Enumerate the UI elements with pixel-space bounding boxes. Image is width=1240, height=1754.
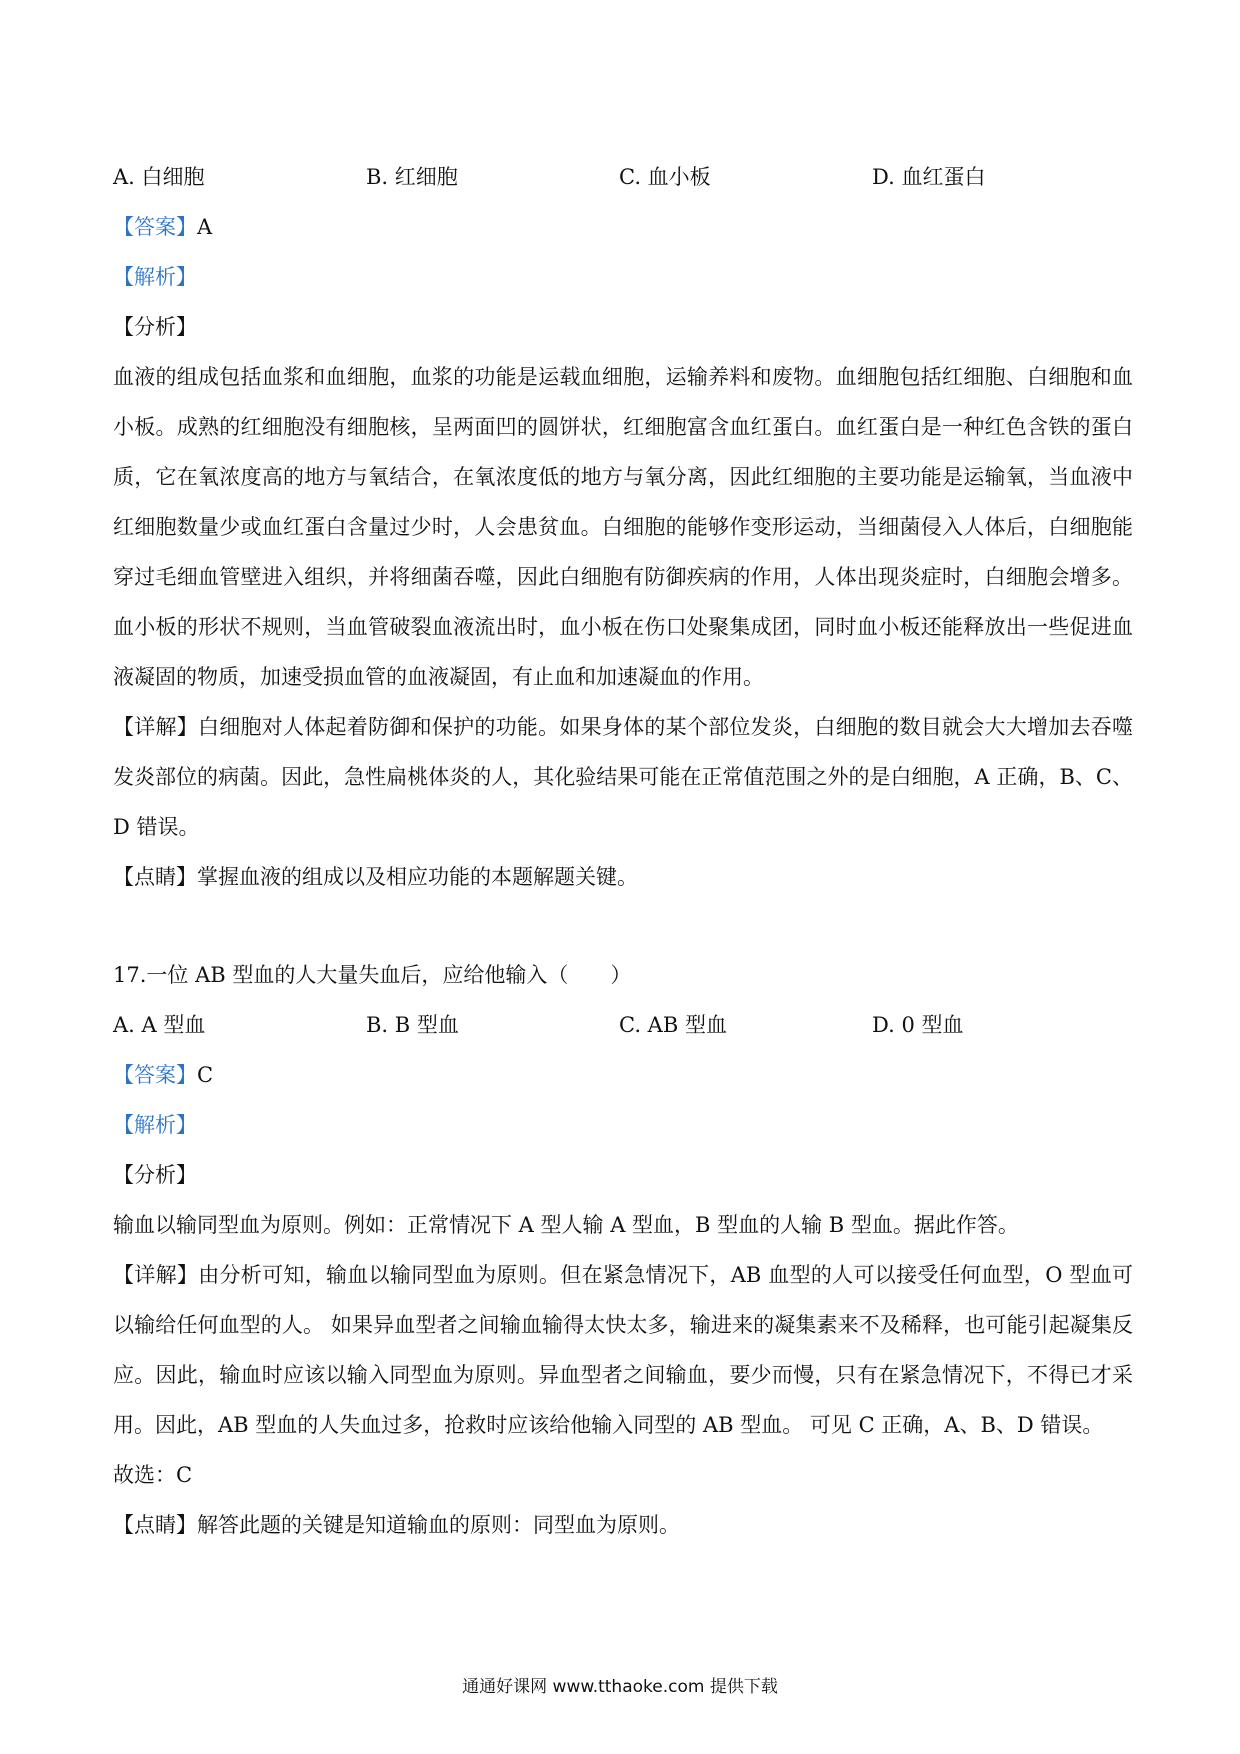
q17-option-b: B. B 型血 <box>366 1013 459 1037</box>
q17-options <box>113 1000 1133 1050</box>
q16-analysis: 血液的组成包括血浆和血细胞，血浆的功能是运载血细胞，运输养料和废物。血细胞包括红细胞、白细胞和血小板。成熟的红细胞没有细胞核，呈两面凹的圆饼状，红细胞富含血红蛋白。血红蛋白是一种红色含铁的蛋白质，它在氧浓度高的地方与氧结合，在氧浓度低的地方与氧分离，因此红细胞的主要功能是运输氧，当血液中红细胞数量少或血红蛋白含量过少时，人会患贫血。白细胞的能够作变形运动，当细菌侵入人体后，白细胞能穿过毛细血管壁进入组织，并将细菌吞噬，因此白细胞有防御疾病的作用，人体出现炎症时，白细胞会增多。血小板的形状不规则，当血管破裂血液流出时，血小板在伤口处聚集成团，同时血小板还能释放出一些促进血液凝固的物质，加速受损血管的血液凝固，有止血和加速凝血的作用。 <box>113 365 1133 689</box>
q17-dianjing: 【点睛】解答此题的关键是知道输血的原则：同型血为原则。 <box>113 1513 680 1537</box>
q16-option-c: C. 血小板 <box>619 165 711 189</box>
q16-answer-line <box>113 202 1133 252</box>
q16-dianjing: 【点睛】掌握血液的组成以及相应功能的本题解题关键。 <box>113 865 638 889</box>
q16-detail: 【详解】白细胞对人体起着防御和保护的功能。如果身体的某个部位发炎，白细胞的数目就会大大增加去吞噬发炎部位的病菌。因此，急性扁桃体炎的人，其化验结果可能在正常值范围之外的是白细胞，A 正确，B、C、D 错误。 <box>113 715 1133 839</box>
q17-jiexi-heading: 【解析】 <box>113 1113 197 1137</box>
q17-option-d: D. 0 型血 <box>872 1013 964 1037</box>
section-gap <box>113 902 1133 950</box>
q17-answer-tag: 【答案】 <box>113 1063 197 1087</box>
q16-options <box>113 152 1133 202</box>
q16-option-d: D. 血红蛋白 <box>872 165 986 189</box>
q16-jiexi-heading: 【解析】 <box>113 265 197 289</box>
q17-answer: C <box>197 1063 214 1087</box>
q16-fenxi-heading: 【分析】 <box>113 315 197 339</box>
q16-answer-tag: 【答案】 <box>113 215 197 239</box>
q17-analysis: 输血以输同型血为原则。例如：正常情况下 A 型人输 A 型血，B 型血的人输 B 型血。据此作答。 <box>113 1213 1019 1237</box>
q17-option-a: A. A 型血 <box>113 1013 206 1037</box>
q17-option-c: C. AB 型血 <box>619 1013 727 1037</box>
page-footer: 通通好课网 www.tthaoke.com 提供下载 <box>462 1677 778 1697</box>
q17-question: 17.一位 AB 型血的人大量失血后，应给他输入（ ） <box>113 963 632 987</box>
q17-guxuan: 故选：C <box>113 1463 193 1487</box>
q17-detail: 【详解】由分析可知，输血以输同型血为原则。但在紧急情况下，AB 血型的人可以接受任何血型，O 型血可以输给任何血型的人。 如果异血型者之间输血输得太快太多，输进来的凝集素来不及稀释，也可能引起凝集反应。因此，输血时应该以输入同型血为原则。异血型者之间输血，要少而慢，只有在紧急情况下，不得已才采用。因此，AB 型血的人失血过多，抢救时应该给他输入同型的 AB 型血。 可见 C 正确，A、B、D 错误。 <box>113 1263 1133 1437</box>
q16-answer: A <box>197 215 213 239</box>
q16-option-b: B. 红细胞 <box>366 165 458 189</box>
q17-answer-line <box>113 1050 1133 1100</box>
q17-fenxi-heading: 【分析】 <box>113 1163 197 1187</box>
page-content <box>113 152 1133 1550</box>
q16-option-a: A. 白细胞 <box>113 165 205 189</box>
